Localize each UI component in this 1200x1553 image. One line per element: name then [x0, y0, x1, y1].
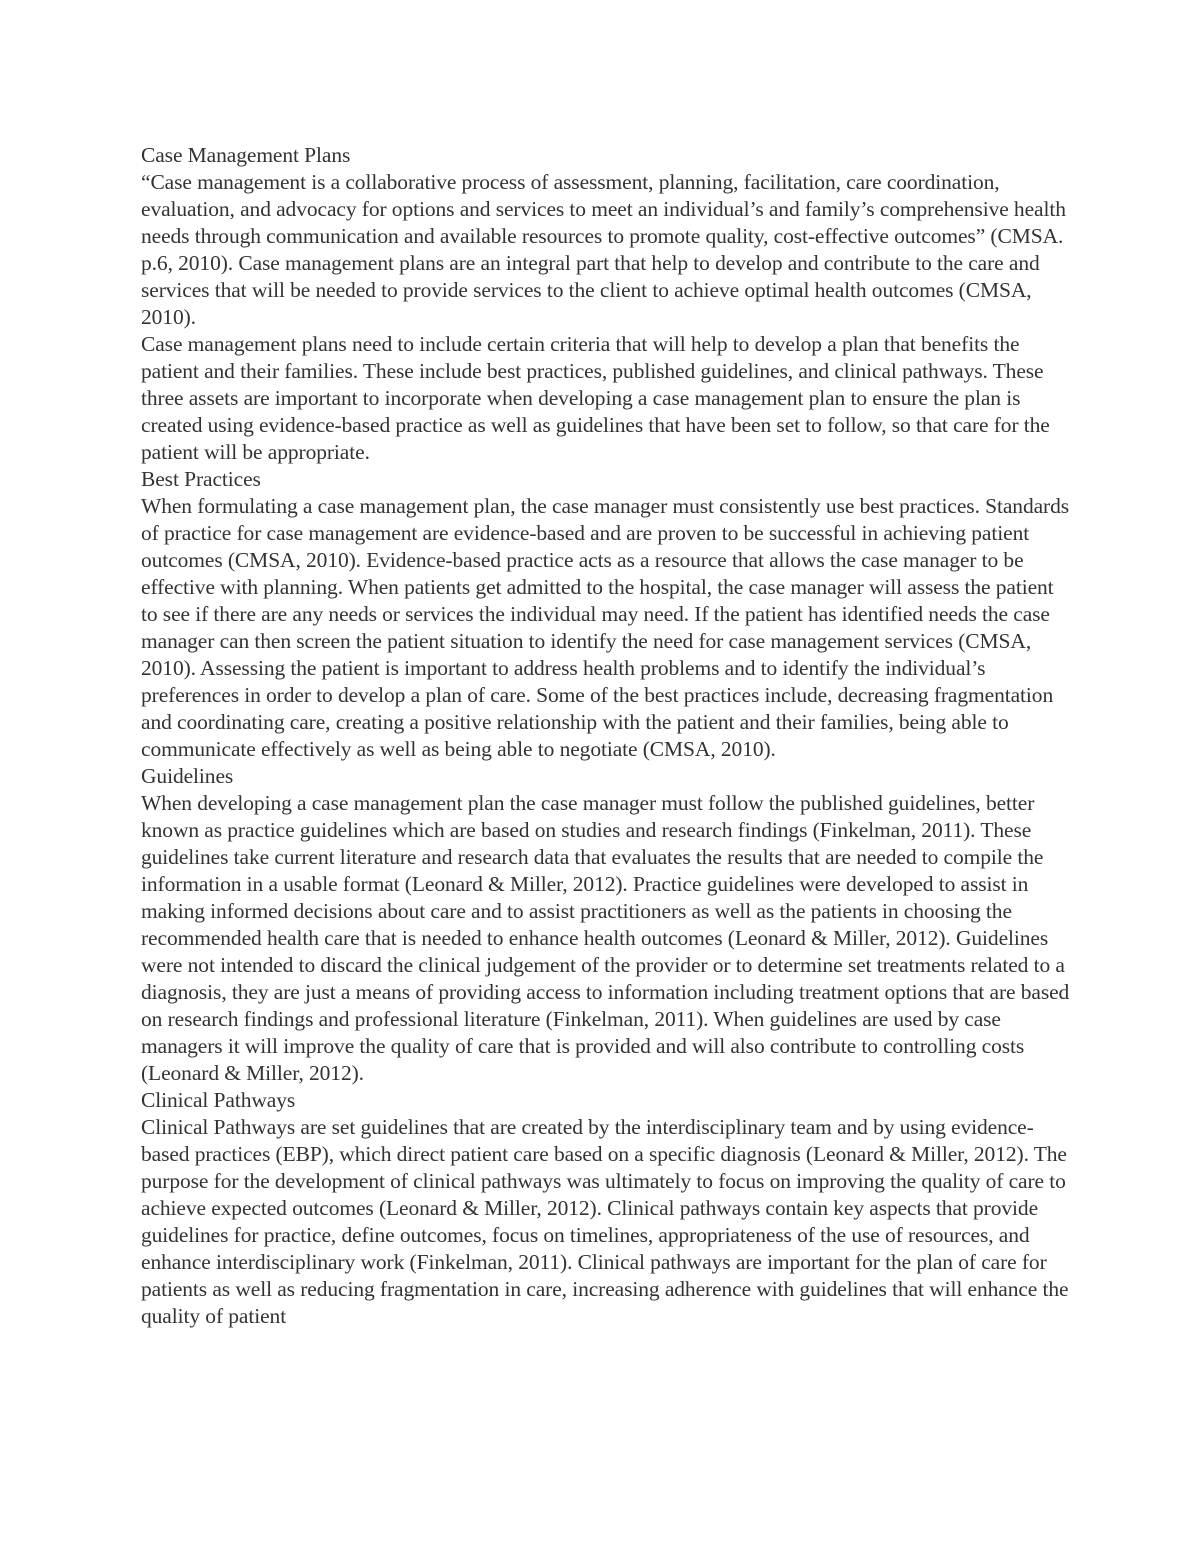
intro-paragraph: “Case management is a collaborative process of assessment, planning, facilitation, care coordination, evaluation, and advocacy for options and services to meet an individual’s and family’s comprehensive health needs through communication and available resources to promote quality, cost-effective outcomes” (CMSA. p.6, 2010). Case management plans are an integral part that help to develop and contribute to the care and services that will be needed to provide services to the client to achieve optimal health outcomes (CMSA, 2010). [141, 170, 1066, 329]
section-heading-best-practices: Best Practices [141, 467, 261, 491]
section-body-best-practices: When formulating a case management plan, the case manager must consistently use best practices. Standards of practice for case management are evidence-based and are proven to be successful in achieving patient outcomes (CMSA, 2010). Evidence-based practice acts as a resource that allows the case manager to be effective with planning. When patients get admitted to the hospital, the case manager will assess the patient to see if there are any needs or services the individual may need. If the patient has identified needs the case manager can then screen the patient situation to identify the need for case management services (CMSA, 2010). Assessing the patient is important to address health problems and to identify the individual’s preferences in order to develop a plan of care. Some of the best practices include, decreasing fragmentation and coordinating care, creating a positive relationship with the patient and their families, being able to communicate effectively as well as being able to negotiate (CMSA, 2010). [141, 494, 1070, 761]
document-body [141, 142, 1071, 1330]
section-heading-clinical-pathways: Clinical Pathways [141, 1088, 296, 1112]
section-heading-guidelines: Guidelines [141, 764, 234, 788]
intro-paragraph: Case management plans need to include certain criteria that will help to develop a plan that benefits the patient and their families. These include best practices, published guidelines, and clinical pathways. These three assets are important to incorporate when developing a case management plan to ensure the plan is created using evidence-based practice as well as guidelines that have been set to follow, so that care for the patient will be appropriate. [141, 332, 1050, 464]
section-body-clinical-pathways: Clinical Pathways are set guidelines that are created by the interdisciplinary team and by using evidence-based practices (EBP), which direct patient care based on a specific diagnosis (Leonard & Miller, 2012). The purpose for the development of clinical pathways was ultimately to focus on improving the quality of care to achieve expected outcomes (Leonard & Miller, 2012). Clinical pathways contain key aspects that provide guidelines for practice, define outcomes, focus on timelines, appropriateness of the use of resources, and enhance interdisciplinary work (Finkelman, 2011). Clinical pathways are important for the plan of care for patients as well as reducing fragmentation in care, increasing adherence with guidelines that will enhance the quality of patient [141, 1115, 1069, 1328]
document-title: Case Management Plans [141, 143, 351, 167]
section-body-guidelines: When developing a case management plan the case manager must follow the published guidelines, better known as practice guidelines which are based on studies and research findings (Finkelman, 2011). These guidelines take current literature and research data that evaluates the results that are needed to compile the information in a usable format (Leonard & Miller, 2012). Practice guidelines were developed to assist in making informed decisions about care and to assist practitioners as well as the patients in choosing the recommended health care that is needed to enhance health outcomes (Leonard & Miller, 2012). Guidelines were not intended to discard the clinical judgement of the provider or to determine set treatments related to a diagnosis, they are just a means of providing access to information including treatment options that are based on research findings and professional literature (Finkelman, 2011). When guidelines are used by case managers it will improve the quality of care that is provided and will also contribute to controlling costs (Leonard & Miller, 2012). [141, 791, 1070, 1085]
